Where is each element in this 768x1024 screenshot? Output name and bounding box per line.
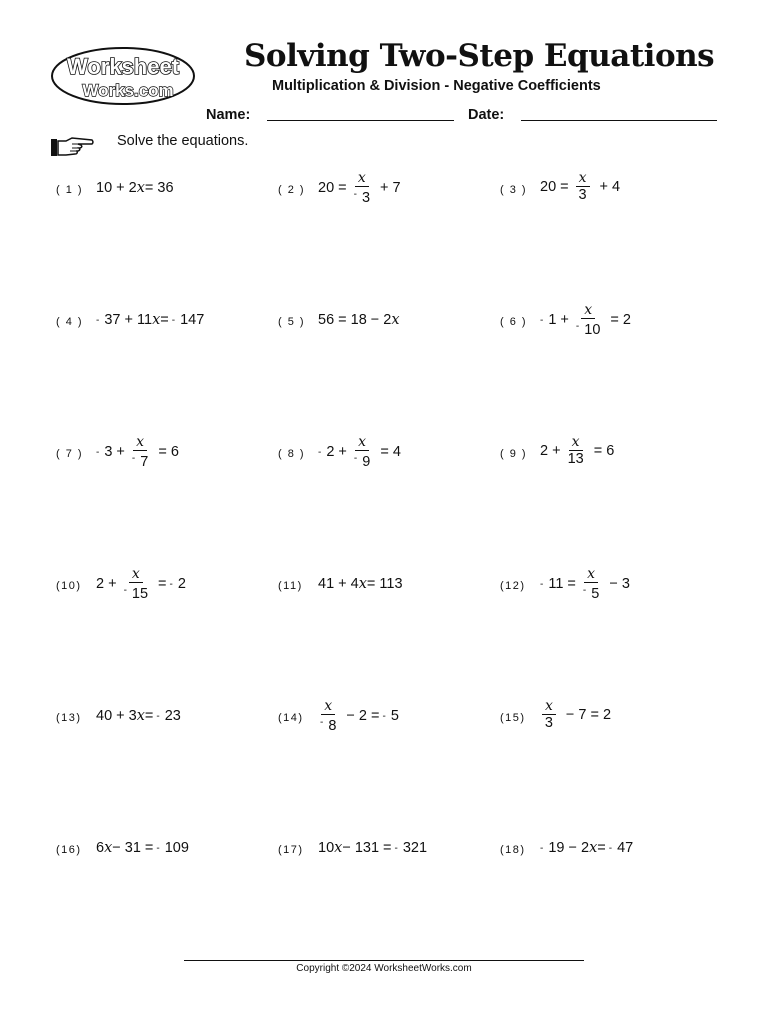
equation-text: 2 + <box>326 444 347 460</box>
fraction <box>568 434 589 467</box>
problem-number: (15) <box>500 712 526 724</box>
negative-sign: - <box>318 446 322 458</box>
equation-text: 20 = <box>318 180 347 196</box>
equation-text: 37 + 11 <box>104 312 153 328</box>
numerator: x <box>321 698 335 715</box>
denominator: - 9 <box>353 453 371 470</box>
negative-sign: - <box>540 314 544 326</box>
equation <box>318 840 432 856</box>
problem-number: (18) <box>500 844 526 856</box>
numerator: x <box>581 302 595 319</box>
numerator: x <box>355 170 369 187</box>
fraction <box>576 302 605 338</box>
equation <box>318 170 406 206</box>
equation-text: 5 <box>390 708 399 724</box>
problem-number: ( 8 ) <box>278 448 306 460</box>
equation <box>540 302 636 338</box>
equation <box>96 434 184 470</box>
date-field-line <box>521 120 717 121</box>
negative-sign: - <box>96 314 100 326</box>
equation-text: = <box>160 312 169 328</box>
name-label: Name: <box>206 107 251 123</box>
equation-text: − 131 = <box>342 840 392 856</box>
numerator: x <box>129 566 143 583</box>
fraction <box>320 698 341 734</box>
problem-number: (11) <box>278 580 303 592</box>
variable: x <box>152 312 161 328</box>
problem-number: ( 6 ) <box>500 316 528 328</box>
equation-text: 20 = <box>540 178 569 195</box>
variable: x <box>136 708 145 724</box>
negative-sign: - <box>382 710 386 722</box>
denominator: - 8 <box>320 717 337 734</box>
equation-text: 40 + 3 <box>96 708 137 724</box>
equation-text: 2 + <box>540 442 561 459</box>
equation-text: 19 − 2 <box>548 840 590 856</box>
negative-sign: - <box>171 314 176 326</box>
problem-number: ( 5 ) <box>278 316 306 328</box>
negative-sign: - <box>169 578 173 590</box>
equation <box>540 698 616 731</box>
equation-text: = 6 <box>158 444 179 460</box>
page-subtitle: Multiplication & Division - Negative Coefficients <box>272 78 601 94</box>
numerator: x <box>542 698 556 715</box>
equation-text: − 31 = <box>112 840 154 856</box>
numerator: x <box>133 434 147 451</box>
equation-text: 47 <box>617 840 634 856</box>
footer-divider <box>184 960 584 961</box>
negative-sign: - <box>96 446 100 458</box>
equation <box>318 698 404 734</box>
negative-sign: - <box>608 842 613 854</box>
equation-text: = 4 <box>380 444 401 460</box>
equation-text: − 3 <box>609 576 630 592</box>
numerator: x <box>569 434 583 451</box>
page-title: Solving Two-Step Equations <box>244 38 715 74</box>
equation-text: 56 = 18 − 2 <box>318 312 392 328</box>
equation <box>540 170 625 203</box>
worksheetworks-logo <box>50 46 196 106</box>
equation-text: = 36 <box>144 180 174 196</box>
problem-number: ( 4 ) <box>56 316 84 328</box>
problem-number: ( 7 ) <box>56 448 84 460</box>
equation <box>540 566 635 602</box>
equation-text: 2 <box>177 576 186 592</box>
equation-text: 109 <box>164 840 189 856</box>
negative-sign: - <box>156 842 160 854</box>
equation-text: 23 <box>164 708 181 724</box>
equation-text: 3 + <box>104 444 125 460</box>
problem-number: ( 2 ) <box>278 184 306 196</box>
equation-text: = 6 <box>593 442 615 459</box>
equation-text: 1 + <box>548 312 569 328</box>
equation <box>318 434 406 470</box>
problem-number: (14) <box>278 712 304 724</box>
numerator: x <box>576 170 590 187</box>
denominator: - 5 <box>582 585 600 602</box>
problem-number: ( 9 ) <box>500 448 528 460</box>
equation <box>96 312 209 328</box>
equation-text: 10 <box>318 840 335 856</box>
logo-text-line2: Works.com <box>82 81 174 100</box>
equation-text: 41 + 4 <box>318 576 359 592</box>
equation-text: = <box>144 708 154 724</box>
denominator: 13 <box>567 451 584 467</box>
equation <box>96 840 194 856</box>
problem-number: ( 1 ) <box>56 184 84 196</box>
variable: x <box>358 576 367 592</box>
equation-text: − 2 = <box>346 708 380 724</box>
negative-sign: - <box>540 842 544 854</box>
denominator: - 3 <box>353 189 371 206</box>
date-label: Date: <box>468 107 505 123</box>
problem-number: (16) <box>56 844 82 856</box>
equation-text: − 7 = 2 <box>565 706 612 723</box>
variable: x <box>104 840 113 856</box>
negative-sign: - <box>394 842 398 854</box>
variable: x <box>136 180 145 196</box>
negative-sign: - <box>540 578 544 590</box>
equation <box>96 180 179 196</box>
denominator: - 15 <box>123 585 149 602</box>
variable: x <box>589 840 598 856</box>
denominator: 3 <box>544 715 553 731</box>
logo-text-line1: Worksheet <box>66 54 180 79</box>
problem-number: (17) <box>278 844 304 856</box>
equation-text: 11 = <box>548 576 576 592</box>
equation-text: = <box>158 576 167 592</box>
denominator: - 7 <box>131 453 149 470</box>
equation-text: 10 + 2 <box>96 180 137 196</box>
instructions: Solve the equations. <box>117 133 249 149</box>
equation <box>540 840 638 856</box>
equation-text: 6 <box>96 840 105 856</box>
equation <box>96 708 186 724</box>
fraction <box>132 434 153 470</box>
pointing-hand-icon <box>50 136 94 158</box>
problem-number: (12) <box>500 580 526 592</box>
fraction <box>542 698 561 731</box>
equation <box>318 576 408 592</box>
negative-sign: - <box>156 710 160 722</box>
equation-text: 147 <box>180 312 205 328</box>
problem-number: ( 3 ) <box>500 184 528 196</box>
equation-text: + 7 <box>380 180 401 196</box>
fraction <box>354 170 375 206</box>
equation <box>540 434 619 467</box>
problem-number: (10) <box>56 580 82 592</box>
equation <box>96 566 191 602</box>
variable: x <box>391 312 400 328</box>
equation-text: + 4 <box>599 178 621 195</box>
equation-text: 321 <box>402 840 428 856</box>
equation-text: = <box>597 840 606 856</box>
fraction <box>354 434 375 470</box>
denominator: 3 <box>578 187 587 203</box>
denominator: - 10 <box>575 321 601 338</box>
numerator: x <box>584 566 598 583</box>
equation-text: = 2 <box>610 312 631 328</box>
variable: x <box>334 840 343 856</box>
fraction <box>583 566 604 602</box>
equation-text: 2 + <box>96 576 117 592</box>
problem-number: (13) <box>56 712 82 724</box>
equation <box>318 312 400 328</box>
name-field-line <box>267 120 454 121</box>
fraction <box>576 170 595 203</box>
equation-text: = 113 <box>366 576 403 592</box>
copyright: Copyright ©2024 WorksheetWorks.com <box>296 963 472 974</box>
numerator: x <box>355 434 369 451</box>
fraction <box>124 566 153 602</box>
